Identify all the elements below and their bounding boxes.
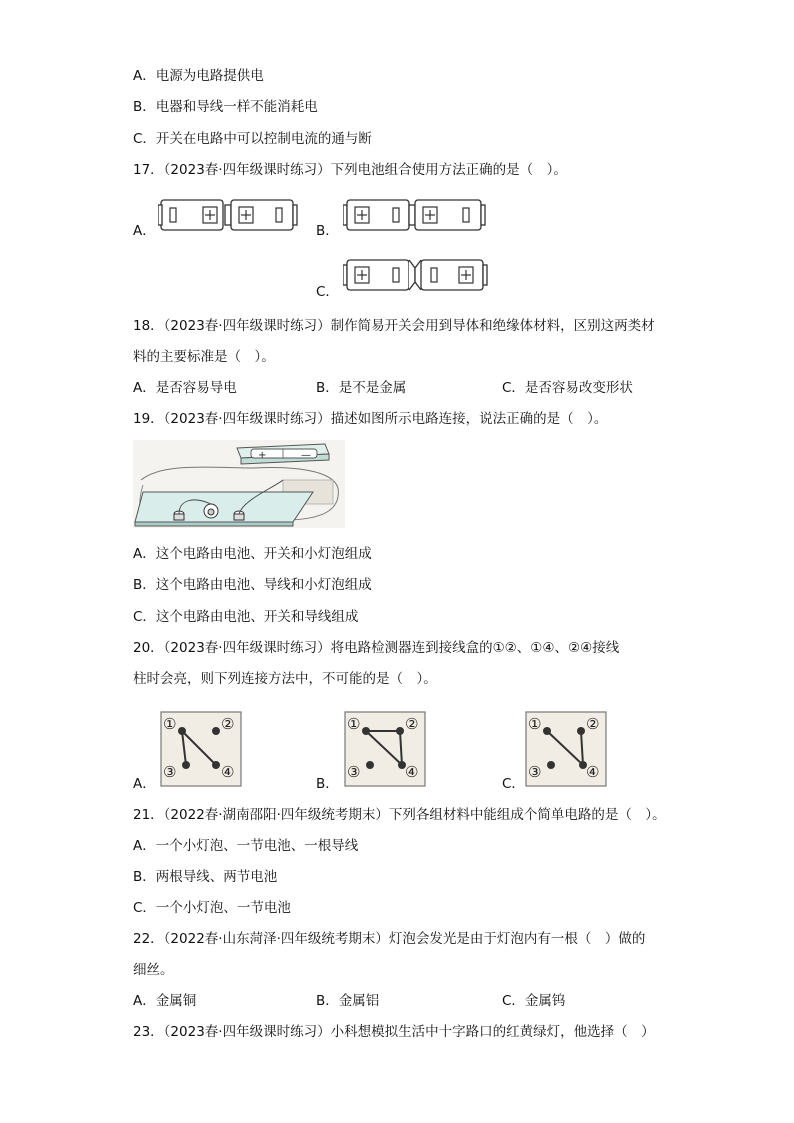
q22-option-a: A．金属铜 (133, 993, 197, 1009)
terminal-4-label: ④ (586, 763, 600, 781)
q22-option-b: B．金属铝 (316, 993, 380, 1009)
terminal-2-label: ② (221, 715, 235, 733)
q20-terminal-box-a (160, 711, 242, 787)
q18-stem-line2: 料的主要标准是（ ）。 (133, 349, 275, 365)
q18-option-a: A．是否容易导电 (133, 380, 237, 396)
q16-option-a: A．电源为电路提供电 (133, 68, 264, 84)
terminal-2-label: ② (586, 715, 600, 733)
q20-label-c: C． (502, 776, 525, 792)
q18-option-b: B．是不是金属 (316, 380, 407, 396)
q16-option-c: C．开关在电路中可以控制电流的通与断 (133, 131, 372, 147)
terminal-3-label: ③ (163, 763, 177, 781)
battery-minus-label: — (301, 450, 311, 461)
q20-terminal-box-b (344, 711, 426, 787)
terminal-3-label: ③ (528, 763, 542, 781)
q18-stem-line1: 18．（2023春·四年级课时练习）制作简易开关会用到导体和绝缘体材料，区别这两类材 (133, 318, 655, 334)
q16-option-b: B．电器和导线一样不能消耗电 (133, 99, 318, 115)
terminal-3-label: ③ (347, 763, 361, 781)
q22-option-c: C．金属钨 (502, 993, 566, 1009)
q20-stem-line2: 柱时会亮，则下列连接方法中，不可能的是（ ）。 (133, 671, 437, 687)
q17-label-b: B． (316, 223, 339, 239)
q17-battery-figure-a (158, 196, 298, 234)
battery-plus-label: + (258, 450, 267, 461)
q19-option-b: B．这个电路由电池、导线和小灯泡组成 (133, 577, 372, 593)
q21-option-c: C．一个小灯泡、一节电池 (133, 900, 291, 916)
q17-stem: 17．（2023春·四年级课时练习）下列电池组合使用方法正确的是（ ）。 (133, 162, 567, 178)
q17-label-a: A． (133, 223, 156, 239)
q18-option-c: C．是否容易改变形状 (502, 380, 633, 396)
q21-option-b: B．两根导线、两节电池 (133, 869, 278, 885)
terminal-1-label: ① (528, 715, 542, 733)
q19-stem: 19．（2023春·四年级课时练习）描述如图所示电路连接，说法正确的是（ ）。 (133, 411, 608, 427)
terminal-1-label: ① (347, 715, 361, 733)
q17-label-c: C． (316, 284, 339, 300)
q22-stem-line2: 细丝。 (133, 962, 174, 978)
terminal-2-label: ② (405, 715, 419, 733)
q20-stem-line1: 20．（2023春·四年级课时练习）将电路检测器连到接线盒的①②、①④、②④接线 (133, 640, 620, 656)
q23-stem: 23．（2023春·四年级课时练习）小科想模拟生活中十字路口的红黄绿灯，他选择（ ） (133, 1024, 655, 1040)
q19-option-c: C．这个电路由电池、开关和导线组成 (133, 609, 359, 625)
q22-stem-line1: 22．（2022春·山东菏泽·四年级统考期末）灯泡会发光是由于灯泡内有一根（ ）做的 (133, 931, 646, 947)
q20-terminal-box-c (525, 711, 607, 787)
q17-battery-figure-c (343, 256, 491, 294)
q21-stem: 21．（2022春·湖南邵阳·四年级统考期末）下列各组材料中能组成个简单电路的是（ ）。 (133, 807, 666, 823)
q20-label-a: A． (133, 776, 156, 792)
q19-circuit-figure (133, 440, 345, 528)
q19-option-a: A．这个电路由电池、开关和小灯泡组成 (133, 546, 372, 562)
q21-option-a: A．一个小灯泡、一节电池、一根导线 (133, 838, 359, 854)
q20-label-b: B． (316, 776, 339, 792)
terminal-4-label: ④ (405, 763, 419, 781)
terminal-4-label: ④ (221, 763, 235, 781)
q17-battery-figure-b (343, 196, 489, 234)
terminal-1-label: ① (163, 715, 177, 733)
